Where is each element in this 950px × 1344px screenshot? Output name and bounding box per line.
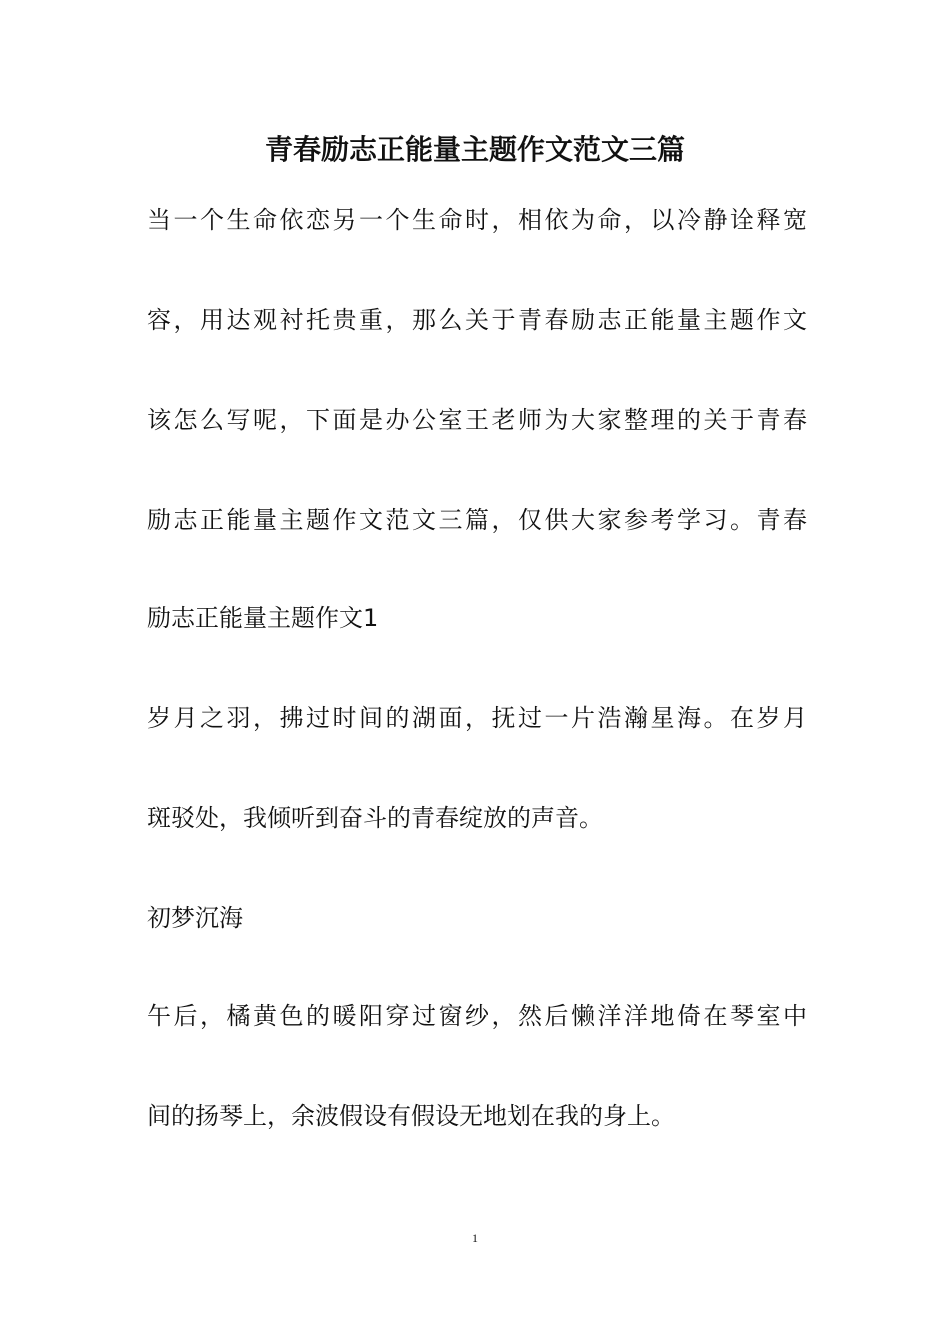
paragraph-line: 励志正能量主题作文范文三篇，仅供大家参考学习。青春 [147, 506, 807, 534]
section-heading: 励志正能量主题作文1 [147, 604, 379, 632]
document-title: 青春励志正能量主题作文范文三篇 [264, 133, 685, 166]
paragraph-line: 斑驳处，我倾听到奋斗的青春绽放的声音。 [147, 804, 603, 832]
paragraph-line: 岁月之羽，拂过时间的湖面，抚过一片浩瀚星海。在岁月 [147, 704, 807, 732]
paragraph-line: 当一个生命依恋另一个生命时，相依为命，以冷静诠释宽 [147, 206, 807, 234]
paragraph-line: 该怎么写呢，下面是办公室王老师为大家整理的关于青春 [147, 406, 807, 434]
subheading: 初梦沉海 [147, 904, 243, 932]
paragraph-line: 午后，橘黄色的暖阳穿过窗纱，然后懒洋洋地倚在琴室中 [147, 1002, 807, 1030]
paragraph-line: 间的扬琴上，余波假设有假设无地划在我的身上。 [147, 1102, 675, 1130]
page-number: 1 [472, 1231, 478, 1245]
paragraph-line: 容，用达观衬托贵重，那么关于青春励志正能量主题作文 [147, 306, 807, 334]
